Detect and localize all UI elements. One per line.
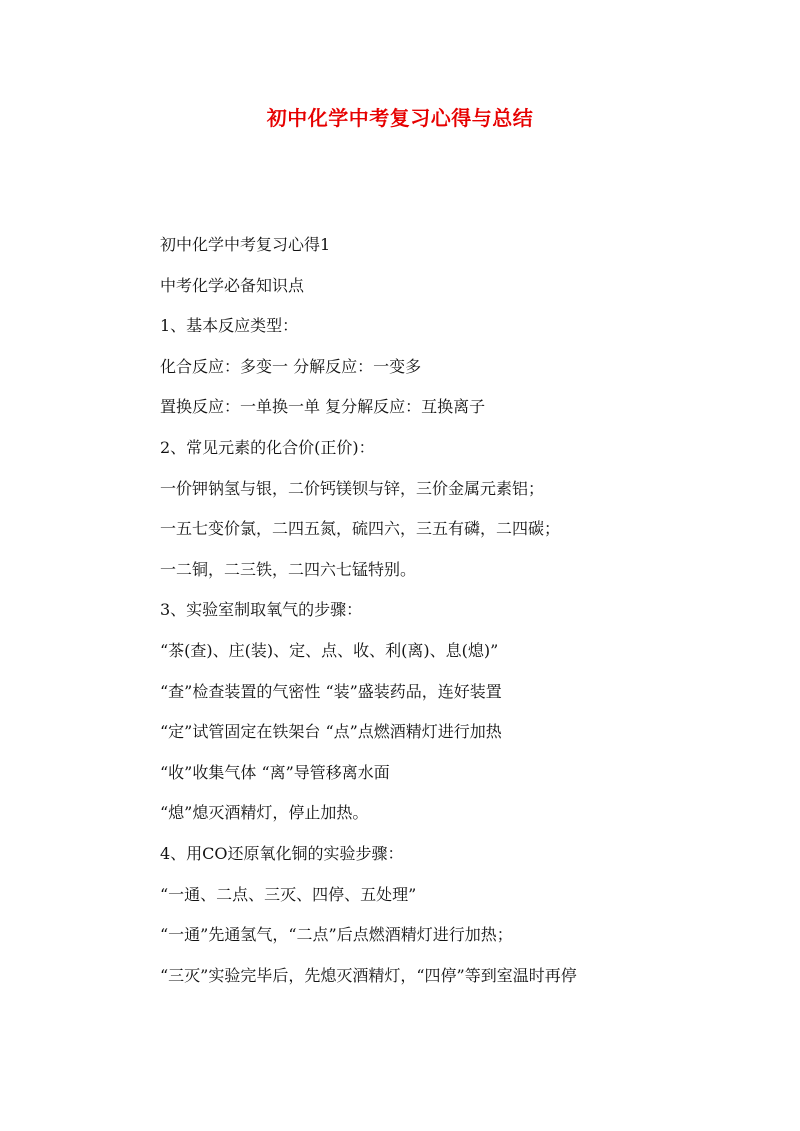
text-line: “三灭”实验完毕后，先熄灭酒精灯，“四停”等到室温时再停 [160,965,577,985]
text-line: “一通、二点、三灭、四停、五处理” [160,884,417,904]
item-heading: 4、用CO还原氧化铜的实验步骤： [160,843,404,863]
item-heading: 2、常见元素的化合价(正价)： [160,437,375,457]
item-heading: 1、基本反应类型： [160,316,299,336]
document-title: 初中化学中考复习心得与总结 [266,106,534,130]
text-line: “一通”先通氢气，“二点”后点燃酒精灯进行加热； [160,925,513,945]
text-line: “收”收集气体 “离”导管移离水面 [160,762,390,782]
section-heading: 初中化学中考复习心得1 [160,235,331,254]
subheading: 中考化学必备知识点 [160,275,305,295]
text-line: “查”检查装置的气密性 “装”盛装药品，连好装置 [160,681,502,701]
text-line: 置换反应：一单换一单 复分解反应：互换离子 [160,397,486,417]
text-line: 一价钾钠氢与银，二价钙镁钡与锌，三价金属元素铝； [160,478,545,498]
text-line: 化合反应：多变一 分解反应：一变多 [160,356,422,376]
text-line: “熄”熄灭酒精灯，停止加热。 [160,803,369,823]
text-line: 一二铜，二三铁，二四六七锰特别。 [160,559,417,579]
text-line: “茶(查)、庄(装)、定、点、收、利(离)、息(熄)” [160,640,499,660]
document-body [160,228,720,999]
text-line: 一五七变价氯，二四五氮，硫四六，三五有磷，二四碳； [160,519,561,539]
text-line: “定”试管固定在铁架台 “点”点燃酒精灯进行加热 [160,722,502,742]
item-heading: 3、实验室制取氧气的步骤： [160,600,363,620]
